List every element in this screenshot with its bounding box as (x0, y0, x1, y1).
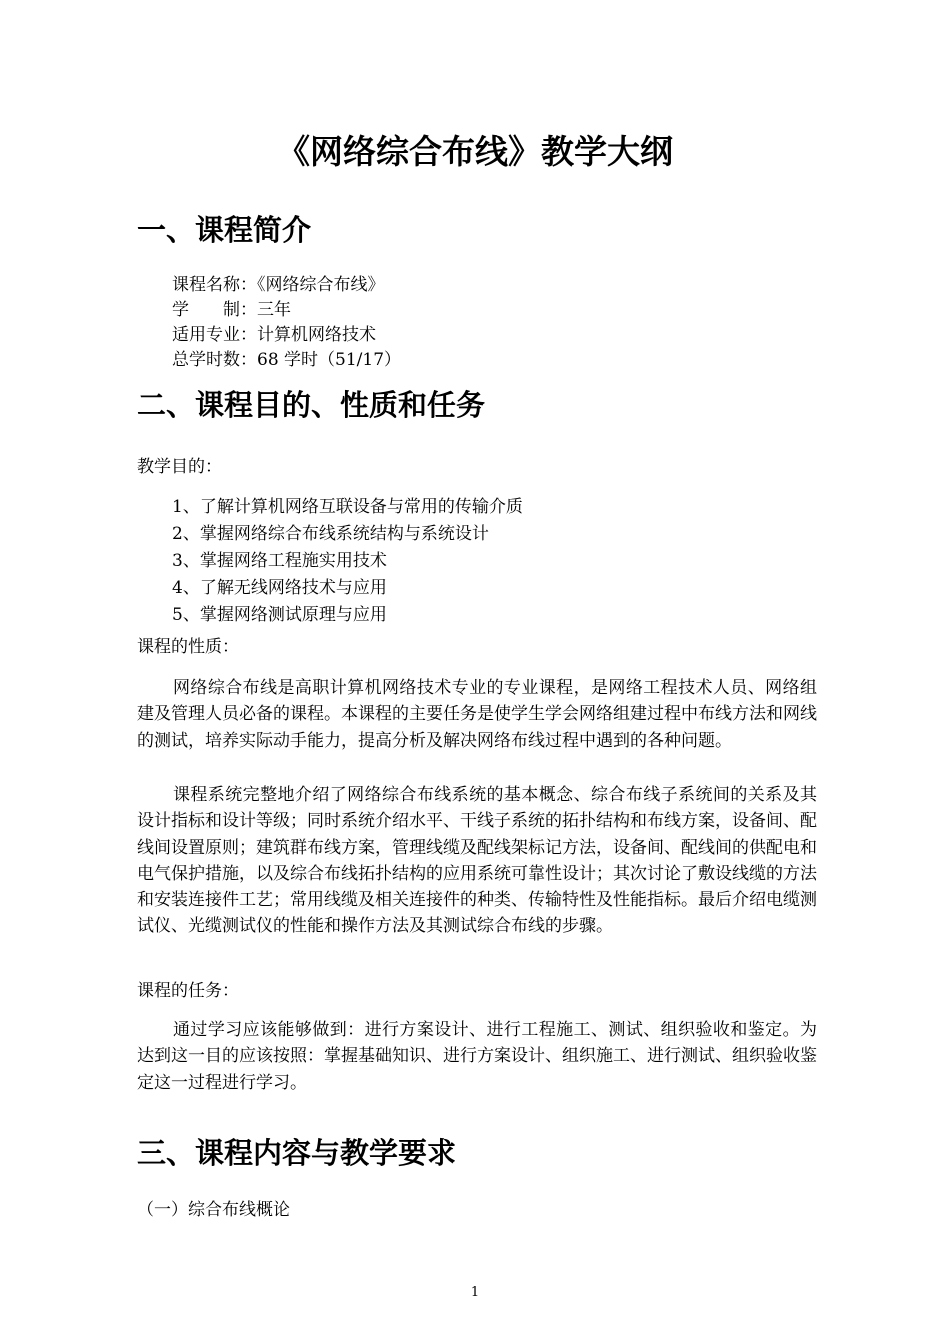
document-title: 《网络综合布线》教学大纲 (277, 132, 673, 171)
goal-item: 1、了解计算机网络互联设备与常用的传输介质 (172, 497, 523, 517)
goal-item: 3、掌握网络工程施实用技术 (172, 551, 387, 571)
major-value: 计算机网络技术 (257, 325, 376, 345)
goal-item: 2、掌握网络综合布线系统结构与系统设计 (172, 524, 489, 544)
section-3-heading: 三、课程内容与教学要求 (137, 1136, 457, 1170)
goal-item: 5、掌握网络测试原理与应用 (172, 605, 387, 625)
section-2-heading: 二、课程目的、性质和任务 (137, 388, 486, 422)
course-name-label: 课程名称： (172, 275, 257, 295)
goals-label: 教学目的： (137, 457, 222, 477)
subsection-1-heading: （一）综合布线概论 (137, 1200, 290, 1220)
course-name-line (172, 272, 385, 298)
total-hours-line (172, 347, 401, 373)
nature-label: 课程的性质： (137, 637, 239, 657)
task-label: 课程的任务： (137, 981, 239, 1001)
section-1-heading: 一、课程简介 (137, 213, 312, 247)
total-hours-label: 总学时数： (172, 350, 257, 370)
page-number: 1 (470, 1285, 480, 1300)
total-hours-value: 68 学时（51/17） (257, 350, 402, 370)
nature-paragraph-2: 课程系统完整地介绍了网络综合布线系统的基本概念、综合布线子系统间的关系及其设计指标和设计等级；同时系统介绍水平、干线子系统的拓扑结构和布线方案，设备间、配线间设置原则；建筑群布线方案，管理线缆及配线架标记方法，设备间、配线间的供配电和电气保护措施，以及综合布线拓扑结构的应用系统可靠性设计；其次讨论了敷设线缆的方法和安装连接件工艺；常用线缆及相关连接件的种类、传输特性及性能指标。最后介绍电缆测试仪、光缆测试仪的性能和操作方法及其测试综合布线的步骤。 (137, 785, 817, 937)
course-name-value: 《网络综合布线》 (257, 275, 385, 295)
major-line (172, 322, 376, 348)
nature-paragraph-1: 网络综合布线是高职计算机网络技术专业的专业课程，是网络工程技术人员、网络组建及管理人员必备的课程。本课程的主要任务是使学生学会网络组建过程中布线方法和网线的测试，培养实际动手能力，提高分析及解决网络布线过程中遇到的各种问题。 (137, 678, 817, 751)
goal-item: 4、了解无线网络技术与应用 (172, 578, 387, 598)
task-paragraph: 通过学习应该能够做到：进行方案设计、进行工程施工、测试、组织验收和鉴定。为达到这一目的应该按照：掌握基础知识、进行方案设计、组织施工、进行测试、组织验收鉴定这一过程进行学习。 (137, 1020, 817, 1093)
program-length-value: 三年 (257, 300, 291, 320)
major-label: 适用专业： (172, 325, 257, 345)
program-length-label: 学 制： (172, 300, 257, 320)
program-length-line (172, 297, 291, 323)
